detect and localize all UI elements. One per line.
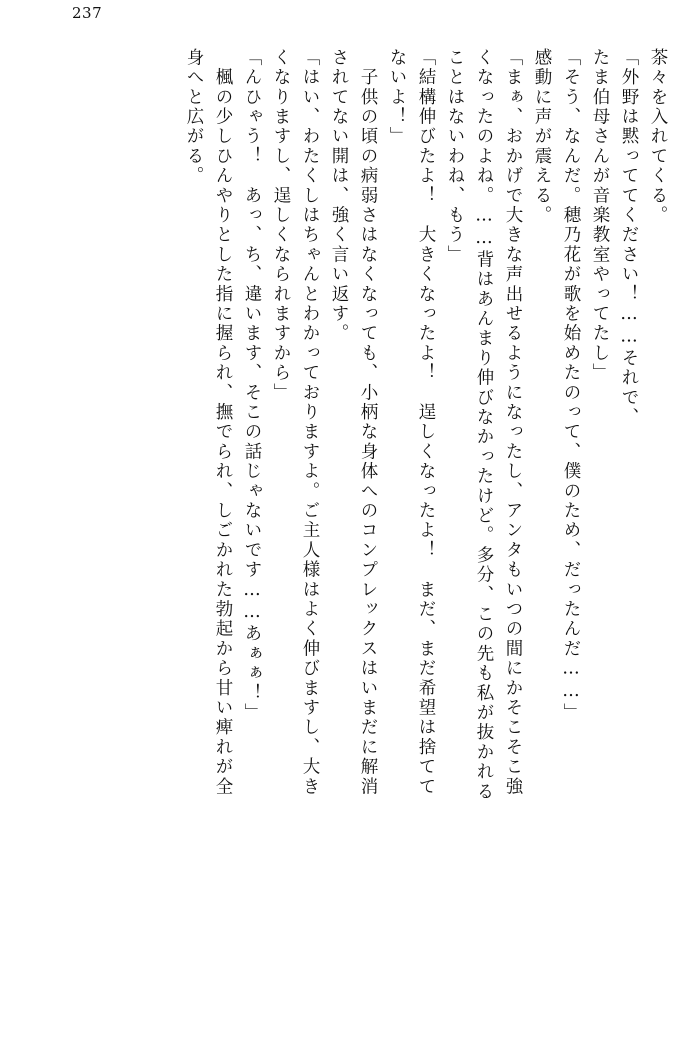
text-column: 楓の少しひんやりとした指に握られ、撫でられ、しごかれた勃起から甘い痺れが全 [213,48,233,797]
text-column: ないよ！」 [387,48,407,147]
text-column: 「外野は黙っててください！……それで、 [619,48,639,428]
text-column: たま伯母さんが音楽教室やってたし」 [590,48,610,383]
text-column: 茶々を入れてくる。 [648,48,668,226]
page-number: 237 [72,4,103,22]
text-column: 「まぁ、おかげで大きな声出せるようになったし、アンタもいつの間にかそこそこ強 [503,48,523,797]
text-column: されてない開は、強く言い返す。 [329,48,349,344]
text-column: 「はい、わたくしはちゃんとわかっておりますよ。ご主人様はよく伸びますし、大き [300,48,320,797]
text-column: 子供の頃の病弱さはなくなっても、小柄な身体へのコンプレックスはいまだに解消 [358,48,378,797]
text-column: 「結構伸びたよ！ 大きくなったよ！ 逞しくなったよ！ まだ、まだ希望は捨てて [416,48,436,797]
text-column: 感動に声が震える。 [532,48,552,226]
text-column: 「んひゃう！ あっ、ち、違います、そこの話じゃないです……あぁぁ！」 [242,48,262,723]
vertical-text-body [28,48,666,1013]
text-column: ことはないわね、もう」 [445,48,465,265]
text-column: くなったのよね。……背はあんまり伸びなかったけど。多分、この先も私が抜かれる [474,48,494,802]
text-column: 「そう、なんだ。穂乃花が歌を始めたのって、僕のため、だったんだ……」 [561,48,581,723]
text-column: くなりますし、逞しくなられますから」 [271,48,291,403]
text-column: 身へと広がる。 [184,48,204,186]
